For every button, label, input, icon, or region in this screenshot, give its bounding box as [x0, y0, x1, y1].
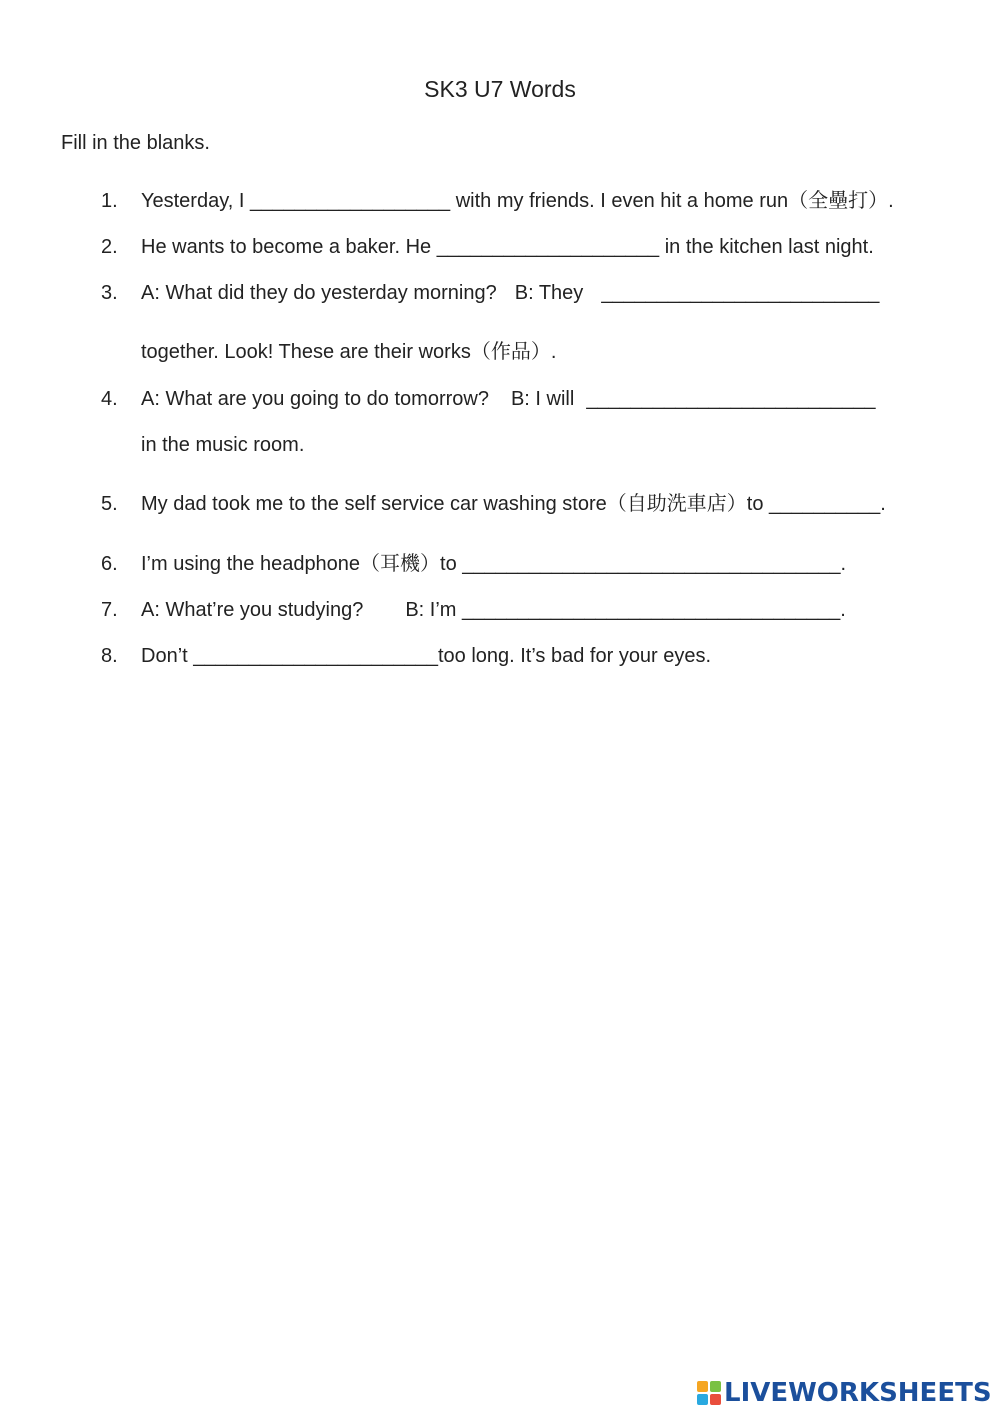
question-2: [101, 236, 874, 259]
question-text: I’m using the headphone（耳機）to __________________________________.: [141, 553, 847, 575]
question-text: He wants to become a baker. He ____________________ in the kitchen last night.: [141, 236, 874, 258]
question-3-continuation: together. Look! These are their works（作品）.: [141, 341, 557, 363]
logo-text: LIVEWORKSHEETS: [724, 1378, 992, 1408]
question-text: Don’t ______________________too long. It’s bad for your eyes.: [141, 645, 712, 667]
question-6: [101, 547, 846, 576]
question-5: [101, 487, 886, 516]
question-number: 7.: [101, 599, 118, 621]
question-part-b: B: They: [514, 282, 584, 304]
question-part-a: A: What’re you studying?: [141, 599, 364, 621]
question-number: 4.: [101, 388, 118, 410]
question-8: [101, 645, 711, 668]
liveworksheets-logo: [697, 1376, 992, 1410]
question-4: [101, 388, 876, 411]
question-part-b: B: I will: [510, 388, 575, 410]
question-text: My dad took me to the self service car washing store（自助洗車店）to __________.: [141, 493, 886, 515]
answer-blank: __________________________: [586, 388, 876, 410]
question-3: [101, 282, 879, 305]
answer-blank: _________________________: [601, 282, 880, 304]
question-7: [101, 599, 846, 622]
question-text: Yesterday, I __________________ with my friends. I even hit a home run（全壘打）.: [141, 190, 894, 212]
question-number: 8.: [101, 645, 118, 667]
question-part-a: A: What did they do yesterday morning?: [141, 282, 497, 304]
question-part-a: A: What are you going to do tomorrow?: [141, 388, 489, 410]
question-part-b: B: I’m __________________________________.: [405, 599, 846, 621]
question-number: 3.: [101, 282, 118, 304]
question-number: 1.: [101, 190, 118, 212]
worksheet-title: SK3 U7 Words: [424, 76, 576, 102]
instruction-text: Fill in the blanks.: [61, 132, 210, 154]
question-number: 5.: [101, 493, 118, 515]
question-1: [101, 184, 894, 213]
liveworksheets-logo-icon: [697, 1381, 721, 1405]
question-4-continuation: in the music room.: [141, 434, 305, 456]
question-number: 2.: [101, 236, 118, 258]
question-number: 6.: [101, 553, 118, 575]
